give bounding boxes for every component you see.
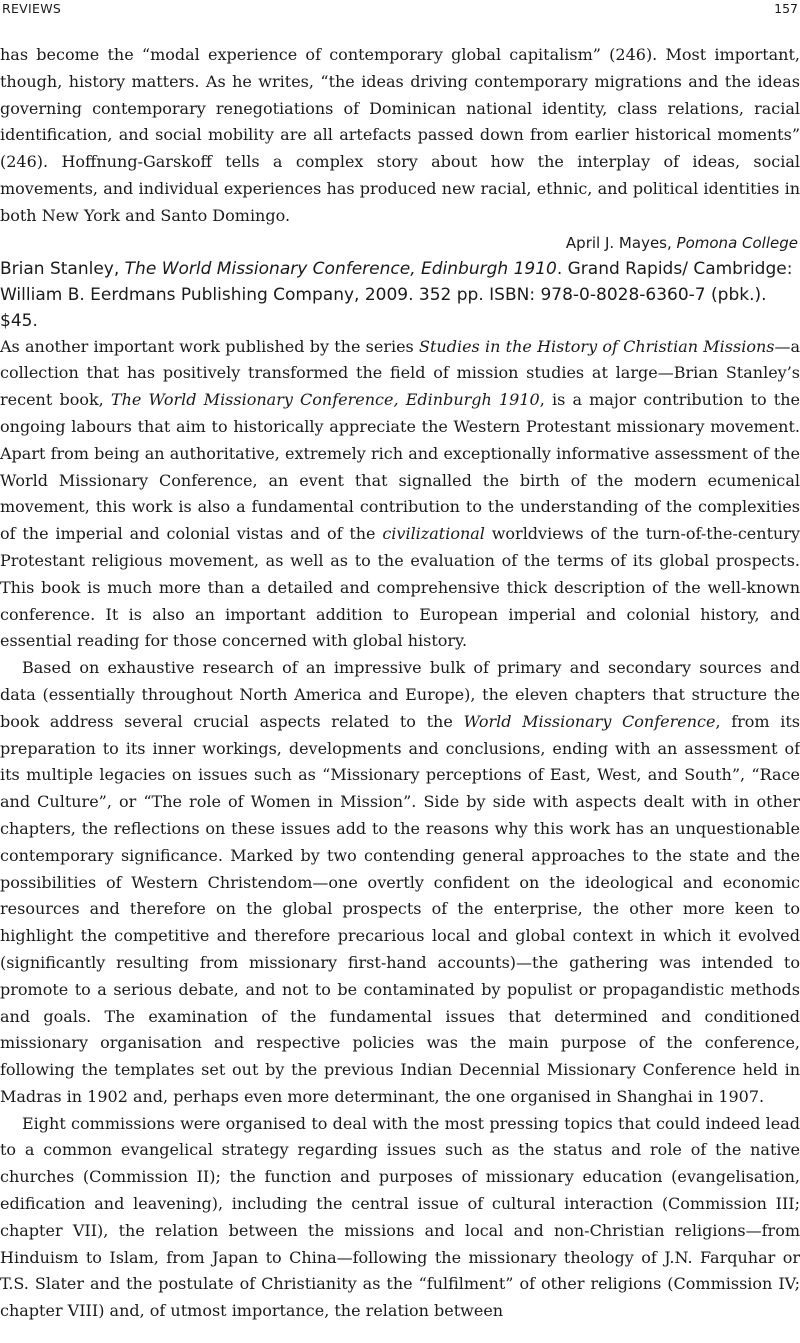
page-number: 157 [774,1,798,16]
book-title: The World Missionary Conference, Edinburgh 1910 [124,258,557,279]
text-run: worldviews of the turn-of-the-century Protestant religious movement, as well as to the evaluation of the terms of its global prospects. This book is much more than a detailed and comprehensive thick description of the well-known conference. It is also an important addition to European imperial and colonial history, and essential reading for those concerned with global history. [0,524,800,651]
conference-name: World Missionary Conference [463,711,716,731]
reviewer-affiliation: Pomona College [676,233,798,252]
book-publication: . Grand Rapids/ Cambridge: William B. Eerdmans Publishing Company, 2009. 352 pp. ISBN: 978-0-8028-6360-7 (pbk.). $45. [0,258,793,331]
running-head [0,0,800,20]
review-heading [0,256,800,334]
text-run: , is a major contribution to the ongoing labours that aim to historically appreciate the Western Protestant missionary movement. Apart from being an authoritative, extremely rich and exceptionally informative assessment of the World Missionary Conference, an event that signalled the birth of the modern ecumenical movement, this work is also a fundamental contribution to the understanding of the complexities of the imperial and colonial vistas and of the [0,390,800,544]
running-head-section: REVIEWS [2,1,62,16]
reviewer-name: April J. Mayes [565,233,667,252]
book-title-inline: The World Missionary Conference, Edinburgh 1910 [110,390,540,410]
text-run: —a collection that has positively transformed the field of mission studies at large—Brian Stanley’s recent book, [0,336,800,410]
previous-review-paragraph: has become the “modal experience of contemporary global capitalism” (246). Most important, though, history matters. As he writes, “the ideas driving contemporary migrations and the ideas governing contemporary renegotiations of Dominican national identity, class relations, racial identification, and social mobility are all artefacts passed down from earlier historical moments” (246). Hoffnung-Garskoff tells a complex story about how the interplay of ideas, social movements, and individual experiences has produced new racial, ethnic, and political identities in both New York and Santo Domingo. [0,45,800,225]
review-paragraph-1 [0,334,800,656]
text-run: Eight commissions were organised to deal with the most pressing topics that could indeed lead to a common evangelical strategy regarding issues such as the status and role of the native churches (Commission II); the function and purposes of missionary education (evangelisation, edification and leavening), including the central issue of cultural interaction (Commission III; chapter VII), the relation between the missions and local and non-Christian religions—from Hinduism to Islam, from Japan to China—following the missionary theology of J.N. Farquhar or T.S. Slater and the postulate of Christianity as the “fulfilment” of other religions (Commission IV; chapter VIII) and, of utmost importance, the relation between [0,1113,800,1321]
emphasis-term: civilizational [382,524,485,544]
text-run: As another important work published by the series [0,336,420,356]
text-run: Based on exhaustive research of an impressive bulk of primary and secondary sources and data (essentially throughout North America and Europe), the eleven chapters that structure the book address several crucial aspects related to the [0,658,800,731]
review-paragraph-3 [0,1111,800,1325]
review-paragraph-2 [0,655,800,1111]
book-author: Brian Stanley, [0,258,120,279]
series-title: Studies in the History of Christian Missions [419,336,775,356]
reviewer-signature: April J. Mayes, Pomona College [565,233,798,252]
text-run: , from its preparation to its inner workings, developments and conclusions, ending with an assessment of its multiple legacies on issues such as “Missionary perceptions of East, West, and South”, “Race and Culture”, or “The role of Women in Mission”. Side by side with aspects dealt with in other chapters, the reflections on these issues add to the reasons why this work has an unquestionable contemporary significance. Marked by two contending general approaches to the state and the possibilities of Western Christendom—one overtly confident on the ideological and economic resources and therefore on the global prospects of the enterprise, the other more keen to highlight the competitive and therefore precarious local and global context in which it evolved (significantly resulting from missionary first-hand accounts)—the gathering was intended to promote to a serious debate, and not to be contaminated by populist or propagandistic methods and goals. The examination of the fundamental issues that determined and conditioned missionary organisation and respective policies was the main purpose of the conference, following the templates set out by the previous Indian Decennial Missionary Conference held in Madras in 1902 and, perhaps even more determinant, the one organised in Shanghai in 1907. [0,711,800,1106]
page-body [0,42,800,1325]
